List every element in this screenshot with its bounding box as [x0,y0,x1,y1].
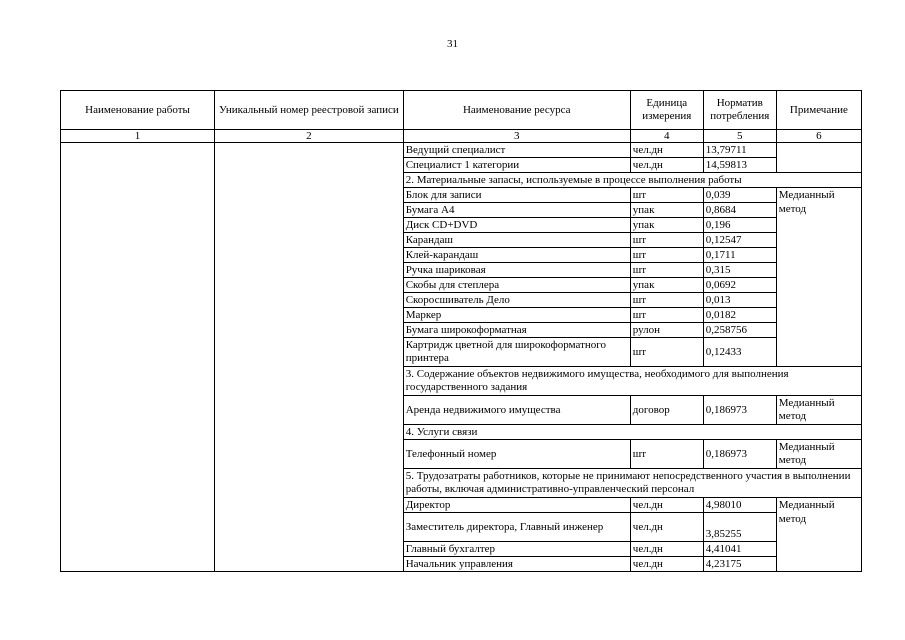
resource-value: 0,8684 [703,203,776,218]
resource-unit: шт [630,308,703,323]
resource-unit: шт [630,338,703,367]
column-number: 3 [403,130,630,143]
resource-value: 0,12433 [703,338,776,367]
resource-value: 0,196 [703,218,776,233]
resource-name: Начальник управления [403,557,630,572]
resource-value: 0,12547 [703,233,776,248]
resource-value: 0,039 [703,188,776,203]
header-work-name: Наименование работы [61,91,215,130]
resource-name: Ведущий специалист [403,143,630,158]
resource-name: Бумага широкоформатная [403,323,630,338]
resource-name: Скобы для степлера [403,278,630,293]
resource-value: 0,258756 [703,323,776,338]
resource-value: 0,013 [703,293,776,308]
resource-name: Карандаш [403,233,630,248]
registry-number-cell [215,143,404,572]
resource-unit: упак [630,203,703,218]
resource-unit: чел.дн [630,557,703,572]
resource-name: Заместитель директора, Главный инженер [403,513,630,542]
resource-unit: шт [630,293,703,308]
section-2-title: 2. Материальные запасы, используемые в процессе выполнения работы [403,173,861,188]
resource-name: Диск CD+DVD [403,218,630,233]
resource-value: 0,1711 [703,248,776,263]
resource-unit: чел.дн [630,513,703,542]
resource-unit: упак [630,278,703,293]
resource-name: Скоросшиватель Дело [403,293,630,308]
resource-unit: договор [630,396,703,425]
resource-name: Ручка шариковая [403,263,630,278]
header-resource-name: Наименование ресурса [403,91,630,130]
work-name-cell [61,143,215,572]
resource-unit: шт [630,233,703,248]
header-norm: Норматив потребления [703,91,776,130]
resource-unit: шт [630,248,703,263]
section-3-note: Медианный метод [776,396,861,425]
resource-unit: шт [630,440,703,469]
resource-value: 0,186973 [703,440,776,469]
resource-name: Главный бухгалтер [403,542,630,557]
resource-name: Директор [403,498,630,513]
resource-name: Картридж цветной для широкоформатного принтера [403,338,630,367]
header-note: Примечание [776,91,861,130]
column-number: 2 [215,130,404,143]
column-number: 6 [776,130,861,143]
resource-value: 0,186973 [703,396,776,425]
resource-unit: шт [630,188,703,203]
resource-norms-table [60,90,862,572]
resource-value: 0,0692 [703,278,776,293]
table-row [61,143,862,158]
resource-value: 13,79711 [703,143,776,158]
table-header-row [61,91,862,130]
section-5-title: 5. Трудозатраты работников, которые не принимают непосредственного участия в выполнении работы, включая административно-управленческий персонал [403,469,861,498]
resource-unit: чел.дн [630,498,703,513]
resource-unit: шт [630,263,703,278]
column-number-row [61,130,862,143]
resource-unit: рулон [630,323,703,338]
resource-name: Аренда недвижимого имущества [403,396,630,425]
resource-unit: чел.дн [630,158,703,173]
page-number: 31 [447,38,458,50]
resource-name: Клей-карандаш [403,248,630,263]
resource-name: Маркер [403,308,630,323]
header-unit: Единица измерения [630,91,703,130]
resource-value: 4,23175 [703,557,776,572]
resource-value: 4,98010 [703,498,776,513]
section-3-title: 3. Содержание объектов недвижимого имущества, необходимого для выполнения государственного задания [403,367,861,396]
section-5-note: Медианный метод [776,498,861,572]
resource-unit: чел.дн [630,143,703,158]
resource-value: 4,41041 [703,542,776,557]
header-registry-number: Уникальный номер реестровой записи [215,91,404,130]
resource-value: 0,0182 [703,308,776,323]
column-number: 1 [61,130,215,143]
resource-name: Блок для записи [403,188,630,203]
resource-value: 3,85255 [703,513,776,542]
resource-name: Специалист 1 категории [403,158,630,173]
section-2-note: Медианный метод [776,188,861,367]
resource-value: 0,315 [703,263,776,278]
note-cell [776,143,861,173]
resource-name: Телефонный номер [403,440,630,469]
section-4-title: 4. Услуги связи [403,425,861,440]
column-number: 5 [703,130,776,143]
resource-name: Бумага А4 [403,203,630,218]
resource-value: 14,59813 [703,158,776,173]
resource-unit: чел.дн [630,542,703,557]
section-4-note: Медианный метод [776,440,861,469]
column-number: 4 [630,130,703,143]
resource-unit: упак [630,218,703,233]
